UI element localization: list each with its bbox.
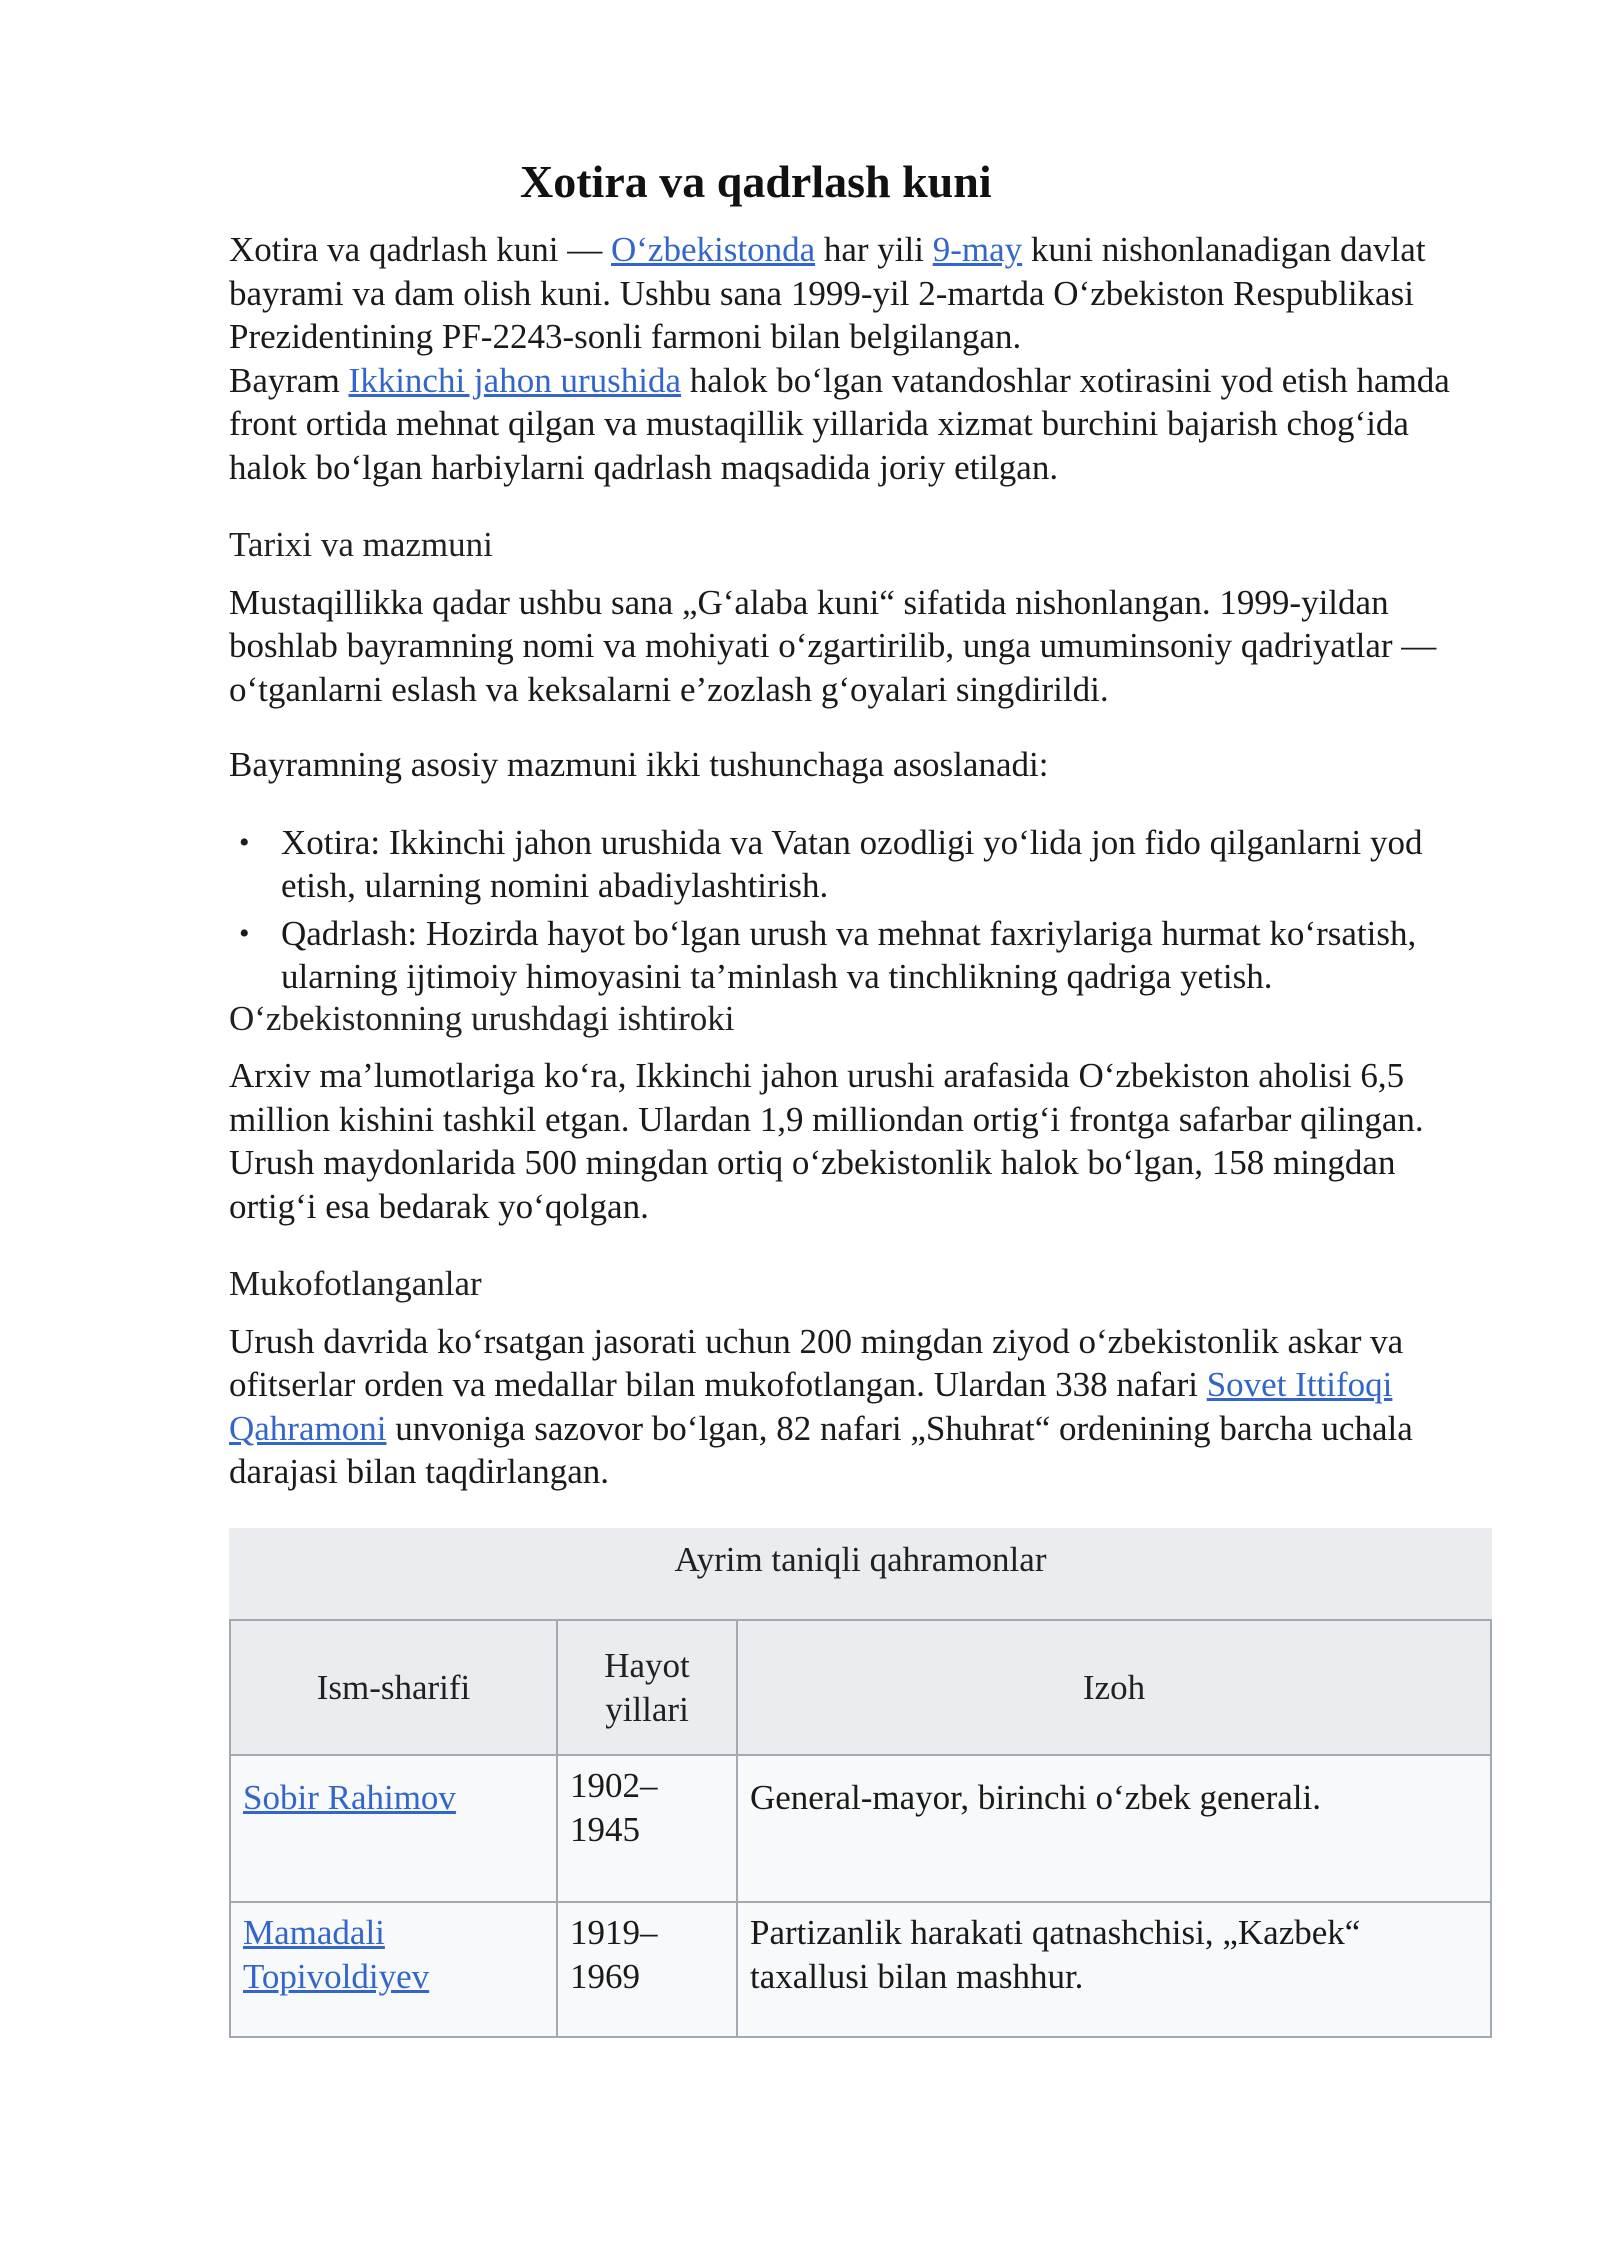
table-caption: Ayrim taniqli qahramonlar bbox=[229, 1528, 1492, 1620]
header-years: Hayot yillari bbox=[557, 1620, 737, 1755]
bullet-icon: • bbox=[239, 825, 250, 859]
intro-text: Xotira va qadrlash kuni — bbox=[229, 230, 611, 269]
participation-paragraph: Arxiv ma’lumotlariga ko‘ra, Ikkinchi jahon urushi arafasida O‘zbekiston aholisi 6,5 million kishini tashkil etgan. Ulardan 1,9 milliondan ortig‘i frontga safarbar qilingan. Urush maydonlarida 500 mingdan ortiq o‘zbekistonlik halok bo‘lgan, 158 mingdan ortig‘i esa bedarak yo‘qolgan. bbox=[229, 1056, 1424, 1226]
section-heading-participation: O‘zbekistonning urushdagi ishtiroki bbox=[229, 998, 735, 1038]
bullet-icon: • bbox=[239, 916, 250, 950]
heroes-table bbox=[229, 1528, 1492, 2039]
link-9-may[interactable]: 9-may bbox=[932, 230, 1023, 269]
history-paragraph: Mustaqillikka qadar ushbu sana „G‘alaba kuni“ sifatida nishonlangan. 1999-yildan boshlab bayramning nomi va mohiyati o‘zgartirilib, unga umuminsoniy qadriyatlar — o‘tganlarni eslash va keksalarni e’zozlash g‘oyalari singdirildi. bbox=[229, 582, 1437, 709]
awarded-text: unvoniga sazovor bo‘lgan, 82 nafari „Shuhrat“ ordenining barcha uchala darajasi bilan taqdirlangan. bbox=[229, 1408, 1413, 1491]
hero-link[interactable]: Sobir Rahimov bbox=[243, 1778, 456, 1817]
list-item-text: Qadrlash: Hozirda hayot bo‘lgan urush va mehnat faxriylariga hurmat ko‘rsatish, ularning ijtimoiy himoyasini ta’minlash va tinchlikning qadriga yetish. bbox=[281, 913, 1417, 996]
intro-paragraph-2 bbox=[229, 359, 1489, 490]
page-title: Xotira va qadrlash kuni bbox=[520, 156, 992, 207]
header-name: Ism-sharifi bbox=[230, 1620, 557, 1755]
intro-text: har yili bbox=[815, 230, 933, 269]
cell-name bbox=[230, 1902, 557, 2037]
hero-link[interactable]: Mamadali Topivoldiyev bbox=[243, 1913, 430, 1996]
list-item bbox=[239, 912, 1489, 999]
table-header-row bbox=[230, 1620, 1491, 1755]
intro-section bbox=[229, 228, 1489, 489]
intro-paragraph-1 bbox=[229, 228, 1489, 359]
article-body bbox=[229, 150, 1489, 2038]
list-item-text: Xotira: Ikkinchi jahon urushida va Vatan ozodligi yo‘lida jon fido qilganlarni yod etish, ularning nomini abadiylashtirish. bbox=[281, 822, 1423, 905]
bullet-list bbox=[229, 821, 1489, 999]
intro-text: Bayram bbox=[229, 360, 349, 400]
cell-years: 1902–1945 bbox=[557, 1755, 737, 1902]
table-row bbox=[230, 1902, 1491, 2037]
awarded-text: Urush davrida ko‘rsatgan jasorati uchun 200 mingdan ziyod o‘zbekistonlik askar va ofitserlar orden va medallar bilan mukofotlangan. Ulardan 338 nafari bbox=[229, 1321, 1404, 1404]
awarded-paragraph bbox=[229, 1320, 1489, 1494]
header-note: Izoh bbox=[737, 1620, 1491, 1755]
section-heading-history: Tarixi va mazmuni bbox=[229, 525, 493, 564]
cell-note: General-mayor, birinchi o‘zbek generali. bbox=[737, 1755, 1491, 1902]
cell-name bbox=[230, 1755, 557, 1902]
section-heading-awarded: Mukofotlanganlar bbox=[229, 1264, 482, 1303]
link-uzbekistan[interactable]: O‘zbekistonda bbox=[611, 230, 816, 269]
intro-text: halok bo‘lgan vatandoshlar xotirasini yod etish hamda front ortida mehnat qilgan va mustaqillik yillarida xizmat burchini bajarish chog‘ida halok bo‘lgan harbiylarni qadrlash maqsadida joriy etilgan. bbox=[229, 360, 1450, 487]
table-row bbox=[230, 1755, 1491, 1902]
intro-text: kuni nishonlanadigan davlat bayrami va dam olish kuni. Ushbu sana 1999-yil 2-martda O‘zbekiston Respublikasi Prezidentining PF-2243-sonli farmoni bilan belgilangan. bbox=[229, 230, 1426, 356]
link-world-war-2[interactable]: Ikkinchi jahon urushida bbox=[348, 360, 681, 400]
cell-years: 1919–1969 bbox=[557, 1902, 737, 2037]
list-item bbox=[239, 821, 1489, 908]
link-soviet-hero[interactable]: Sovet Ittifoqi Qahramoni bbox=[229, 1365, 1393, 1448]
history-paragraph-2: Bayramning asosiy mazmuni ikki tushunchaga asoslanadi: bbox=[229, 745, 1049, 784]
cell-note: Partizanlik harakati qatnashchisi, „Kazbek“ taxallusi bilan mashhur. bbox=[737, 1902, 1491, 2037]
